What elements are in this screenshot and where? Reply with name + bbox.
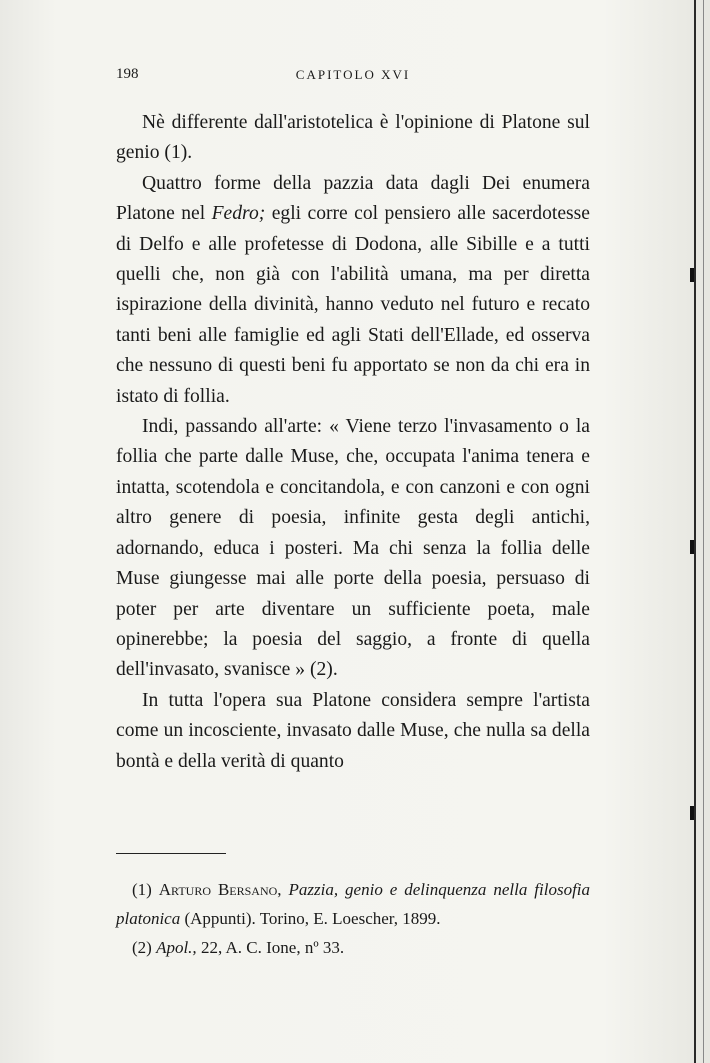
footnote-1 [116, 875, 590, 933]
margin-mark [690, 268, 694, 282]
margin-mark [690, 806, 694, 820]
page-edge-line [694, 0, 696, 1063]
footnote-1-marker: (1) [132, 880, 159, 899]
footnote-2-marker: (2) [132, 938, 157, 957]
footnote-1-title: Pazzia, genio e delinquenza nella filosofia platonica [116, 880, 591, 928]
paragraph-3 [116, 412, 590, 686]
page-number: 198 [116, 66, 139, 82]
footnote-2-title: Apol., [156, 938, 197, 957]
paragraph-2 [116, 169, 590, 412]
footnote-rule [116, 853, 226, 854]
page-header [116, 66, 590, 88]
footnotes [116, 875, 590, 962]
paragraph-1-text: Nè differente dall'aristotelica è l'opinione di Platone sul genio (1). [116, 112, 590, 164]
paragraph-2-italic-title: Fedro; [211, 203, 266, 225]
footnote-1-rest: (Appunti). Torino, E. Loescher, 1899. [180, 909, 441, 928]
paragraph-4-text: In tutta l'opera sua Platone considera sempre l'artista come un incosciente, invasato dalle Muse, che nulla sa della bontà e della verità di quanto [116, 689, 590, 772]
footnote-2-rest: 22, A. C. Ione, nº 33. [196, 938, 345, 957]
paragraph-2-text-end: egli corre col pensiero alle sacerdotesse di Delfo e alle profetesse di Dodona, alle Sibille e a tutti quelli che, non già con l'abilità umana, ma per diretta ispirazione della divinità, hanno veduto nel futuro e recato tanti beni alle famiglie ed agli Stati dell'Ellade, ed osserva che nessuno di questi beni fu apportato se non da chi era in istato di follia. [116, 203, 590, 407]
running-head: CAPITOLO XVI [295, 67, 411, 82]
page-edge-shadow [703, 0, 704, 1063]
paragraph-4 [116, 686, 590, 777]
paragraph-1 [116, 108, 590, 169]
footnote-2 [116, 933, 590, 962]
body-text [116, 108, 590, 777]
margin-mark [690, 540, 694, 554]
paragraph-3-text: Indi, passando all'arte: « Viene terzo l'invasamento o la follia che parte dalle Muse, che, occupata l'anima tenera e intatta, scotendola e concitandola, e con canzoni e con ogni altro genere di poesia, infinite gesta degli antichi, adornando, educa i posteri. Ma chi senza la follia delle Muse giungesse mai alle porte della poesia, persuaso di poter per arte diventare un sufficiente poeta, male opinerebbe; la poesia del saggio, a fronte di quella dell'invasato, svanisce » (2). [116, 416, 590, 681]
footnote-1-author: Arturo Bersano, [158, 880, 282, 899]
paragraph-2-text-start: Quattro forme della pazzia data dagli Dei enumera Platone nel [116, 172, 590, 225]
